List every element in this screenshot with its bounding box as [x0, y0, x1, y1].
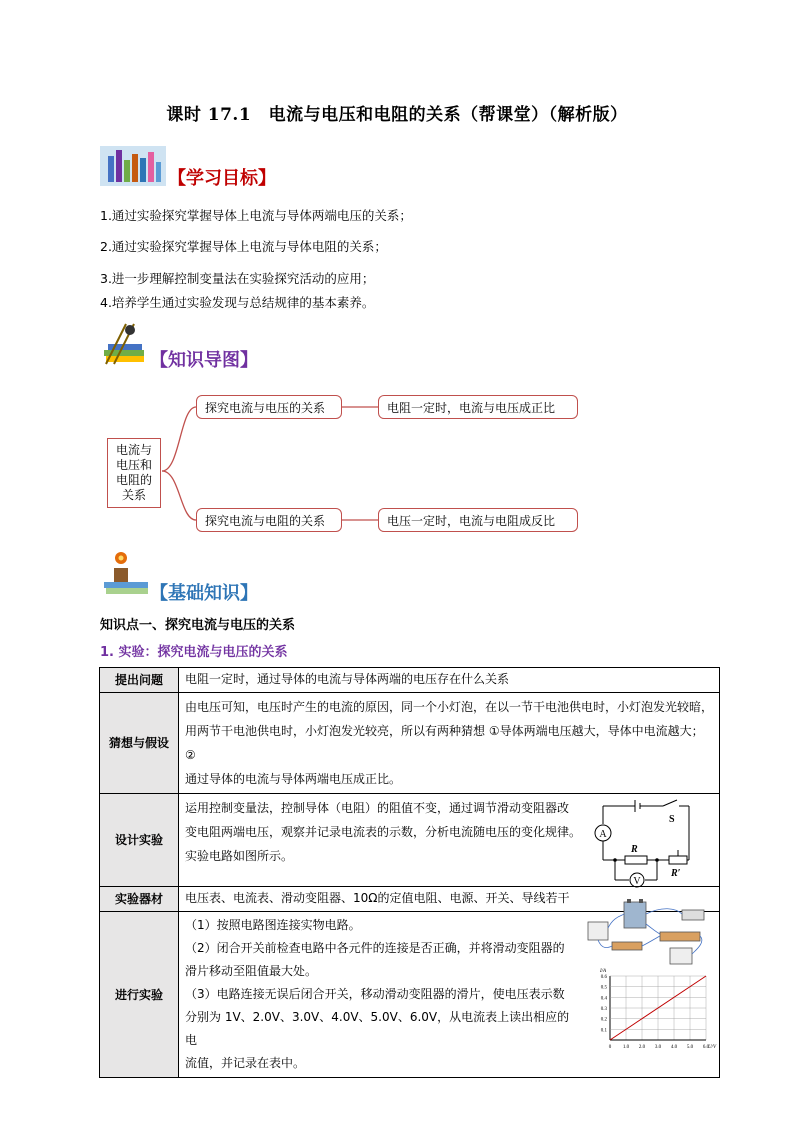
voltmeter-label: V — [633, 876, 641, 887]
x-tick-label: 5.0 — [686, 1045, 694, 1050]
x-tick-label: 6.0 — [702, 1045, 710, 1050]
circuit-diagram — [585, 796, 703, 888]
row-content: 电压表、电流表、滑动变阻器、10Ω的定值电阻、电源、开关、导线若干 — [179, 887, 720, 912]
page-title: 课时 17.1 电流与电压和电阻的关系（帮课堂）（解析版） — [166, 105, 628, 125]
mind-map-branch-voltage: 探究电流与电压的关系 — [196, 395, 342, 419]
y-axis-unit: I/A — [600, 969, 607, 974]
row-header: 实验器材 — [100, 887, 179, 912]
x-axis-unit: U/V — [708, 1045, 717, 1050]
goal-item: 3.进一步理解控制变量法在实验探究活动的应用； — [100, 271, 375, 286]
apparatus-illustration — [584, 896, 714, 966]
row-content: （1）按照电路图连接实物电路。 （2）闭合开关前检查电路中各元件的连接是否正确，并将滑动变阻器的 滑片移动至阻值最大处。 （3）电路连接无误后闭合开关，移动滑动变阻器的滑片，使电压表示数 分别为 1V、2.0V、3.0V、4.0V、5.0V、6.0V，从电流表上读出相应的电 流值，并记录在表中。 — [179, 912, 720, 1078]
knowledge-point-title: 知识点一、探究电流与电压的关系 — [100, 618, 296, 633]
ladder-books-icon — [100, 320, 152, 372]
table-row — [100, 668, 720, 693]
ammeter-label: A — [599, 829, 607, 840]
mind-map-branch-resistance: 探究电流与电阻的关系 — [196, 508, 342, 532]
table-row — [100, 794, 720, 887]
row-content: 运用控制变量法，控制导体（电阻）的阻值不变，通过调节滑动变阻器改 变电阻两端电压，观察并记录电流表的示数，分析电流随电压的变化规律。 实验电路如图所示。 A V S R R′ — [179, 794, 720, 887]
goal-item: 1.通过实验探究掌握导体上电流与导体两端电压的关系； — [100, 208, 412, 223]
row-header: 提出问题 — [100, 668, 179, 693]
y-tick-label: 0.2 — [600, 1017, 607, 1023]
row-content: 由电压可知，电压时产生的电流的原因，同一个小灯泡，在以一节干电池供电时，小灯泡发光较暗， 用两节干电池供电时，小灯泡发光较亮，所以有两种猜想 ①导体两端电压越大，导体中电流越大；② 通过导体的电流与导体两端电压成正比。 — [179, 693, 720, 794]
x-tick-label: 3.0 — [654, 1045, 662, 1050]
mind-map-root: 电流与 电压和 电阻的 关系 — [107, 438, 161, 508]
mind-map-leaf-resistance: 电压一定时，电流与电阻成反比 — [378, 508, 578, 532]
section-heading-goals: 【学习目标】 — [168, 168, 276, 189]
goal-item: 4.培养学生通过实验发现与总结规律的基本素养。 — [100, 295, 375, 310]
y-tick-label: 0.5 — [600, 985, 607, 991]
y-tick-label: 0.4 — [600, 996, 607, 1002]
switch-label: S — [669, 814, 675, 825]
mind-map-leaf-voltage: 电阻一定时，电流与电压成正比 — [378, 395, 578, 419]
table-row — [100, 693, 720, 794]
goal-item: 2.通过实验探究掌握导体上电流与导体电阻的关系； — [100, 239, 387, 254]
mind-map — [100, 385, 600, 545]
section-heading-basic: 【基础知识】 — [150, 583, 258, 604]
x-tick-label: 0 — [608, 1045, 612, 1050]
section-heading-map: 【知识导图】 — [150, 350, 258, 371]
x-tick-label: 4.0 — [670, 1045, 678, 1050]
y-tick-label: 0.3 — [600, 1007, 607, 1012]
resistor-label: R — [631, 844, 638, 855]
flower-books-icon — [100, 548, 152, 600]
y-tick-label: 0.6 — [600, 975, 607, 980]
row-content: 电阻一定时，通过导体的电流与导体两端的电压存在什么关系 — [179, 668, 720, 693]
row-header: 设计实验 — [100, 794, 179, 887]
row-header: 猜想与假设 — [100, 693, 179, 794]
y-tick-label: 0.1 — [600, 1028, 607, 1034]
books-icon — [100, 146, 166, 190]
experiment-subheading: 1. 实验：探究电流与电压的关系 — [100, 645, 288, 660]
row-header: 进行实验 — [100, 912, 179, 1078]
x-tick-label: 2.0 — [638, 1045, 646, 1050]
rheostat-label: R′ — [671, 868, 681, 879]
current-voltage-graph — [588, 966, 718, 1052]
x-tick-label: 1.0 — [622, 1045, 630, 1050]
